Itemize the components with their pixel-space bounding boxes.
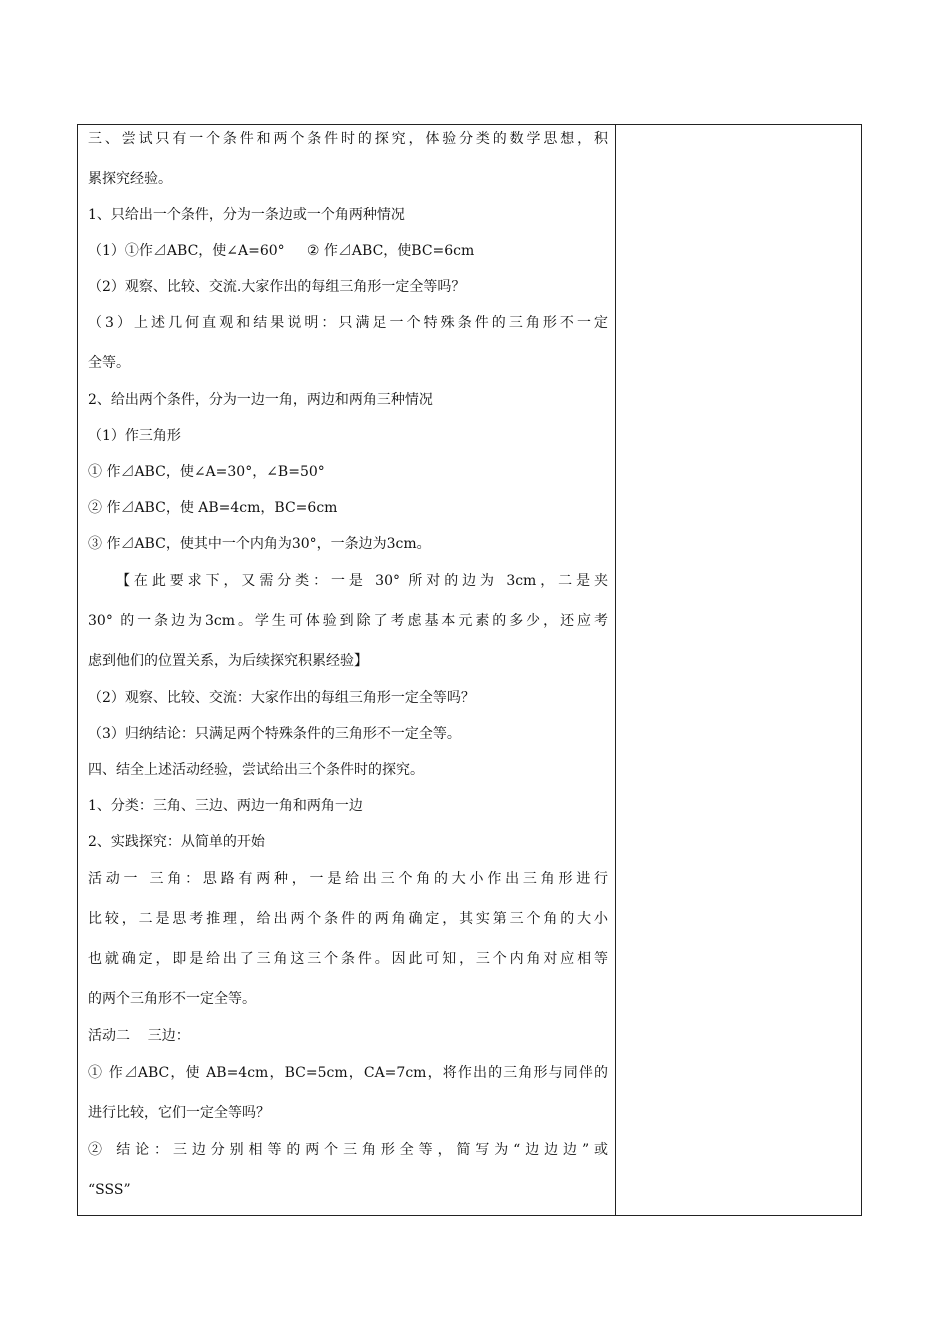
- text-line: ① 作⊿ABC，使 AB=4cm，BC=5cm，CA=7cm，将作出的三角形与同伴的: [88, 1065, 608, 1081]
- text-line: ① 作⊿ABC，使∠A=30°，∠B=50°: [88, 464, 325, 480]
- text-line: 1、只给出一个条件，分为一条边或一个角两种情况: [88, 207, 405, 223]
- text-line: 【在此要求下，又需分类：一是 30° 所对的边为 3cm，二是夹: [116, 573, 608, 589]
- text-line: 虑到他们的位置关系，为后续探究积累经验】: [88, 653, 368, 669]
- text-line: 全等。: [88, 355, 130, 371]
- text-line: （2）观察、比较、交流：大家作出的每组三角形一定全等吗？: [88, 690, 475, 706]
- text-line: 30° 的一条边为3cm。学生可体验到除了考虑基本元素的多少，还应考: [88, 613, 608, 629]
- text-line: “SSS”: [88, 1182, 131, 1198]
- text-line: 活动一 三角：思路有两种，一是给出三个角的大小作出三角形进行: [88, 871, 608, 887]
- text-line: 三、尝试只有一个条件和两个条件时的探究，体验分类的数学思想，积: [88, 131, 608, 147]
- text-line: 进行比较，它们一定全等吗？: [88, 1105, 270, 1121]
- text-line: 2、实践探究：从简单的开始: [88, 834, 265, 850]
- text-line: 的两个三角形不一定全等。: [88, 991, 256, 1007]
- text-line: 1、分类：三角、三边、两边一角和两角一边: [88, 798, 363, 814]
- text-line: 也就确定，即是给出了三角这三个条件。因此可知，三个内角对应相等: [88, 951, 608, 967]
- text-line: （3）上述几何直观和结果说明：只满足一个特殊条件的三角形不一定: [88, 315, 608, 331]
- text-line: ② 作⊿ABC，使 AB=4cm，BC=6cm: [88, 500, 338, 516]
- text-line: （2）观察、比较、交流.大家作出的每组三角形一定全等吗？: [88, 279, 466, 295]
- text-line: （3）归纳结论：只满足两个特殊条件的三角形不一定全等。: [88, 726, 461, 742]
- text-line: ② 结论：三边分别相等的两个三角形全等，简写为“边边边”或: [88, 1142, 608, 1158]
- text-line: 活动二 三边：: [88, 1028, 190, 1044]
- text-line: 比较，二是思考推理，给出两个条件的两角确定，其实第三个角的大小: [88, 911, 608, 927]
- text-line: ③ 作⊿ABC，使其中一个内角为30°，一条边为3cm。: [88, 536, 431, 552]
- content-table: [77, 124, 862, 1216]
- text-line: （1）作三角形: [88, 428, 181, 444]
- text-line: 2、给出两个条件，分为一边一角，两边和两角三种情况: [88, 392, 433, 408]
- text-line: （1）①作⊿ABC，使∠A=60° ② 作⊿ABC，使BC=6cm: [88, 243, 475, 259]
- text-line: 四、结全上述活动经验，尝试给出三个条件时的探究。: [88, 762, 424, 778]
- notes-column: [616, 125, 861, 1215]
- text-line: 累探究经验。: [88, 171, 172, 187]
